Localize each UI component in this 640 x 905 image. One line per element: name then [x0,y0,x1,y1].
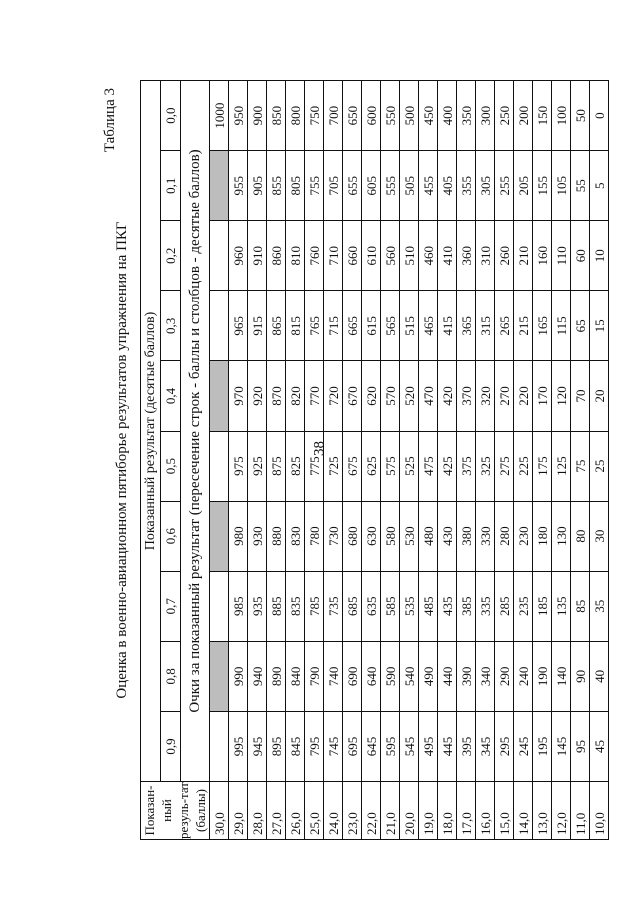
row-label: 30,0 [210,782,229,840]
score-cell: 975 [229,431,248,501]
score-cell: 175 [533,431,552,501]
score-cell: 235 [514,571,533,641]
table-subtitle: Очки за показанный результат (пересечение строк - баллы и столбцов - десятые баллов) [181,81,210,782]
score-cell: 780 [305,501,324,571]
score-cell: 385 [457,571,476,641]
score-cell: 270 [495,361,514,431]
score-cell: 350 [457,81,476,151]
score-cell: 455 [419,151,438,221]
score-cell: 400 [438,81,457,151]
score-cell: 370 [457,361,476,431]
table-row [457,81,476,840]
score-cell: 300 [476,81,495,151]
row-label: 27,0 [267,782,286,840]
score-cell: 30 [590,501,609,571]
table-row [324,81,343,840]
score-cell: 505 [400,151,419,221]
score-cell: 205 [514,151,533,221]
score-cell: 110 [552,221,571,291]
score-cell: 905 [248,151,267,221]
score-cell: 765 [305,291,324,361]
score-cell: 680 [343,501,362,571]
score-cell: 865 [267,291,286,361]
table-row [533,81,552,840]
score-cell [210,361,229,431]
page-number: 38 [311,441,328,456]
table-row [286,81,305,840]
score-cell: 805 [286,151,305,221]
row-label: 21,0 [381,782,400,840]
score-cell: 590 [381,641,400,711]
score-cell: 775 [305,431,324,501]
table-row [362,81,381,840]
score-cell: 320 [476,361,495,431]
score-cell: 580 [381,501,400,571]
score-cell: 950 [229,81,248,151]
score-cell: 395 [457,711,476,781]
row-label: 14,0 [514,782,533,840]
score-cell: 310 [476,221,495,291]
table-row [571,81,590,840]
table-row [267,81,286,840]
score-cell: 755 [305,151,324,221]
score-cell: 295 [495,711,514,781]
score-cell: 345 [476,711,495,781]
score-cell: 530 [400,501,419,571]
score-cell: 305 [476,151,495,221]
score-cell: 465 [419,291,438,361]
score-cell: 945 [248,711,267,781]
score-cell: 740 [324,641,343,711]
row-label: 25,0 [305,782,324,840]
score-cell: 710 [324,221,343,291]
score-cell: 825 [286,431,305,501]
score-cell: 185 [533,571,552,641]
row-label: 23,0 [343,782,362,840]
score-cell: 275 [495,431,514,501]
score-cell: 95 [571,711,590,781]
score-cell: 160 [533,221,552,291]
score-cell: 600 [362,81,381,151]
score-cell: 40 [590,641,609,711]
score-cell: 815 [286,291,305,361]
score-cell [210,711,229,781]
score-cell: 210 [514,221,533,291]
score-cell: 260 [495,221,514,291]
score-cell: 750 [305,81,324,151]
score-cell: 955 [229,151,248,221]
score-cell: 430 [438,501,457,571]
row-label: 24,0 [324,782,343,840]
score-cell: 700 [324,81,343,151]
table-row [419,81,438,840]
score-cell: 285 [495,571,514,641]
score-cell: 470 [419,361,438,431]
score-cell: 735 [324,571,343,641]
score-cell: 885 [267,571,286,641]
rotated-table-block [102,80,610,840]
row-label: 10,0 [590,782,609,840]
score-cell: 335 [476,571,495,641]
score-cell: 960 [229,221,248,291]
score-cell: 140 [552,641,571,711]
table-row [343,81,362,840]
score-cell: 610 [362,221,381,291]
score-cell: 980 [229,501,248,571]
score-cell: 575 [381,431,400,501]
score-cell: 105 [552,151,571,221]
score-cell: 890 [267,641,286,711]
score-cell: 240 [514,641,533,711]
score-cell: 770 [305,361,324,431]
score-cell: 515 [400,291,419,361]
row-label: 17,0 [457,782,476,840]
table-row [495,81,514,840]
score-cell: 670 [343,361,362,431]
score-cell: 115 [552,291,571,361]
row-label: 12,0 [552,782,571,840]
score-cell: 150 [533,81,552,151]
score-cell: 180 [533,501,552,571]
score-cell: 55 [571,151,590,221]
table-row [476,81,495,840]
score-cell [210,221,229,291]
score-cell: 365 [457,291,476,361]
score-cell: 0 [590,81,609,151]
score-cell: 145 [552,711,571,781]
score-cell: 25 [590,431,609,501]
score-cell: 720 [324,361,343,431]
table-row [210,81,229,840]
row-label: 28,0 [248,782,267,840]
score-cell: 685 [343,571,362,641]
score-cell: 650 [343,81,362,151]
column-header: 0,8 [160,641,181,711]
score-cell: 935 [248,571,267,641]
score-cell: 490 [419,641,438,711]
score-cell: 550 [381,81,400,151]
score-cell: 895 [267,711,286,781]
score-cell: 795 [305,711,324,781]
table-title: Оценка в военно-авиационном пятиборье результатов упражнения на ПКГ [114,221,130,699]
row-label: 18,0 [438,782,457,840]
score-cell: 675 [343,431,362,501]
score-cell: 620 [362,361,381,431]
score-cell: 35 [590,571,609,641]
score-cell: 640 [362,641,381,711]
score-cell: 555 [381,151,400,221]
score-cell: 820 [286,361,305,431]
score-cell: 500 [400,81,419,151]
score-cell: 425 [438,431,457,501]
column-header: 0,0 [160,81,181,151]
score-cell: 745 [324,711,343,781]
score-cell: 835 [286,571,305,641]
score-cell: 525 [400,431,419,501]
score-cell: 800 [286,81,305,151]
score-cell: 570 [381,361,400,431]
column-header: 0,1 [160,151,181,221]
score-cell: 510 [400,221,419,291]
score-cell: 625 [362,431,381,501]
row-label: 16,0 [476,782,495,840]
score-cell: 535 [400,571,419,641]
score-cell: 450 [419,81,438,151]
score-cell: 415 [438,291,457,361]
score-cell: 120 [552,361,571,431]
header-row-group [141,81,161,840]
score-cell: 760 [305,221,324,291]
score-cell: 440 [438,641,457,711]
score-cell: 435 [438,571,457,641]
table-row [514,81,533,840]
score-cell: 850 [267,81,286,151]
score-cell: 545 [400,711,419,781]
score-cell: 925 [248,431,267,501]
score-cell: 5 [590,151,609,221]
score-cell: 810 [286,221,305,291]
score-cell: 65 [571,291,590,361]
score-cell: 840 [286,641,305,711]
score-cell: 100 [552,81,571,151]
score-cell: 480 [419,501,438,571]
score-cell: 585 [381,571,400,641]
score-cell: 655 [343,151,362,221]
score-cell: 900 [248,81,267,151]
score-cell: 615 [362,291,381,361]
table-row [552,81,571,840]
score-cell: 870 [267,361,286,431]
score-cell: 410 [438,221,457,291]
score-cell: 695 [343,711,362,781]
score-cell: 855 [267,151,286,221]
score-cell: 915 [248,291,267,361]
score-table-body [141,81,609,840]
score-cell: 215 [514,291,533,361]
score-cell: 875 [267,431,286,501]
score-cell: 860 [267,221,286,291]
row-label: 11,0 [571,782,590,840]
score-cell: 315 [476,291,495,361]
column-header: 0,7 [160,571,181,641]
score-cell: 790 [305,641,324,711]
score-cell: 190 [533,641,552,711]
score-cell: 195 [533,711,552,781]
subtitle-row [181,81,210,840]
score-cell: 565 [381,291,400,361]
score-cell: 360 [457,221,476,291]
score-cell: 880 [267,501,286,571]
score-cell [210,431,229,501]
stub-header: Показан-ный резуль-тат (баллы) [142,782,208,839]
score-cell [210,291,229,361]
table-row [590,81,609,840]
score-table [140,80,609,840]
score-cell: 380 [457,501,476,571]
score-cell: 495 [419,711,438,781]
score-cell: 630 [362,501,381,571]
score-cell: 230 [514,501,533,571]
column-header: 0,6 [160,501,181,571]
score-cell [210,641,229,711]
score-cell [210,501,229,571]
score-cell: 60 [571,221,590,291]
score-cell: 940 [248,641,267,711]
score-cell: 155 [533,151,552,221]
score-cell: 355 [457,151,476,221]
score-cell: 75 [571,431,590,501]
score-cell: 130 [552,501,571,571]
score-cell: 15 [590,291,609,361]
score-cell: 520 [400,361,419,431]
score-cell: 45 [590,711,609,781]
score-cell: 605 [362,151,381,221]
score-cell: 20 [590,361,609,431]
table-row [438,81,457,840]
group-header: Показанный результат (десятые баллов) [141,81,161,782]
row-label: 22,0 [362,782,381,840]
score-cell: 930 [248,501,267,571]
score-cell: 220 [514,361,533,431]
score-cell: 290 [495,641,514,711]
score-cell: 995 [229,711,248,781]
score-cell: 785 [305,571,324,641]
score-cell: 80 [571,501,590,571]
column-header: 0,9 [160,711,181,781]
row-label: 19,0 [419,782,438,840]
score-cell: 715 [324,291,343,361]
score-cell: 280 [495,501,514,571]
score-cell: 165 [533,291,552,361]
score-cell: 475 [419,431,438,501]
score-cell: 135 [552,571,571,641]
score-cell: 255 [495,151,514,221]
table-row [248,81,267,840]
score-cell: 990 [229,641,248,711]
score-cell: 910 [248,221,267,291]
score-cell: 645 [362,711,381,781]
score-cell: 405 [438,151,457,221]
score-cell: 690 [343,641,362,711]
score-cell: 920 [248,361,267,431]
score-cell: 245 [514,711,533,781]
score-cell: 560 [381,221,400,291]
score-cell [210,151,229,221]
score-cell: 445 [438,711,457,781]
score-cell: 830 [286,501,305,571]
score-cell: 985 [229,571,248,641]
table-row [400,81,419,840]
score-cell: 375 [457,431,476,501]
score-cell: 125 [552,431,571,501]
column-header: 0,4 [160,361,181,431]
score-cell: 390 [457,641,476,711]
score-cell: 265 [495,291,514,361]
score-cell: 665 [343,291,362,361]
score-cell: 485 [419,571,438,641]
row-label: 29,0 [229,782,248,840]
score-cell: 70 [571,361,590,431]
table-row [305,81,324,840]
table-label: Таблица 3 [102,88,118,153]
score-cell: 635 [362,571,381,641]
score-cell: 85 [571,571,590,641]
score-cell: 10 [590,221,609,291]
row-label: 26,0 [286,782,305,840]
row-label: 13,0 [533,782,552,840]
score-cell: 705 [324,151,343,221]
score-cell: 340 [476,641,495,711]
score-cell: 460 [419,221,438,291]
score-cell: 595 [381,711,400,781]
score-cell: 540 [400,641,419,711]
column-header: 0,5 [160,431,181,501]
score-cell: 420 [438,361,457,431]
score-cell: 1000 [210,81,229,151]
score-cell: 225 [514,431,533,501]
score-cell [210,571,229,641]
score-cell: 170 [533,361,552,431]
score-cell: 730 [324,501,343,571]
score-cell: 325 [476,431,495,501]
score-cell: 250 [495,81,514,151]
column-header-row [160,81,181,840]
row-label: 15,0 [495,782,514,840]
column-header: 0,3 [160,291,181,361]
score-cell: 200 [514,81,533,151]
score-cell: 965 [229,291,248,361]
score-cell: 660 [343,221,362,291]
score-cell: 330 [476,501,495,571]
score-cell: 725 [324,431,343,501]
score-cell: 845 [286,711,305,781]
row-label: 20,0 [400,782,419,840]
table-row [229,81,248,840]
column-header: 0,2 [160,221,181,291]
score-cell: 90 [571,641,590,711]
score-cell: 970 [229,361,248,431]
score-cell: 50 [571,81,590,151]
table-row [381,81,400,840]
